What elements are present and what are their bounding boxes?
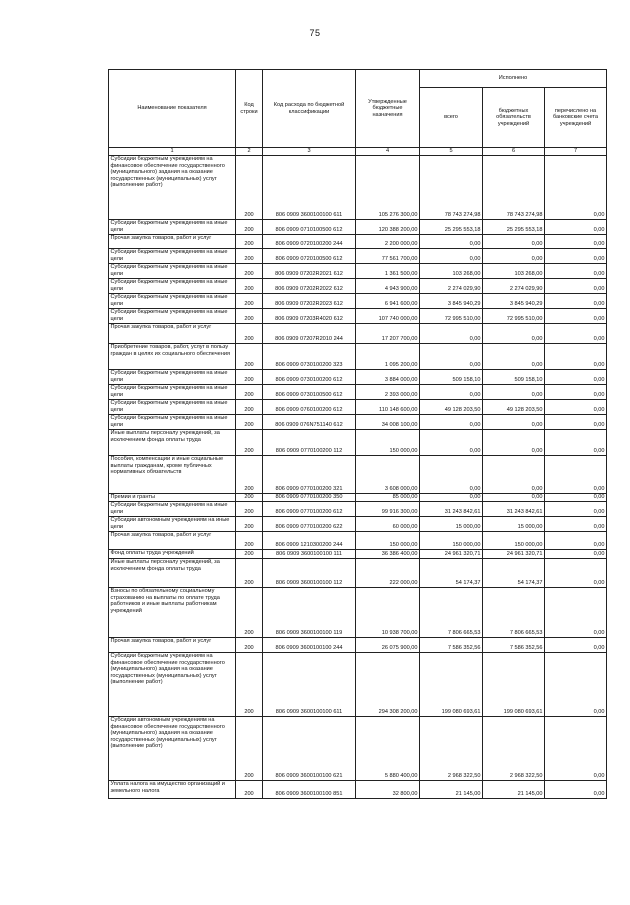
row-line-code: 200 — [236, 344, 263, 370]
row-executed-bank: 0,00 — [545, 517, 607, 532]
table-row — [109, 294, 607, 309]
row-executed-obligations: 54 174,37 — [483, 559, 545, 588]
table-row — [109, 550, 607, 559]
row-approved-amount: 26 075 900,00 — [356, 638, 420, 653]
row-expense-code: 806 0909 0730100200 323 — [263, 344, 356, 370]
row-executed-total: 0,00 — [420, 249, 483, 264]
table-row — [109, 156, 607, 220]
row-approved-amount: 222 000,00 — [356, 559, 420, 588]
row-executed-obligations: 0,00 — [483, 344, 545, 370]
row-executed-obligations: 0,00 — [483, 415, 545, 430]
row-executed-total: 31 243 842,61 — [420, 502, 483, 517]
table-row — [109, 324, 607, 344]
row-expense-code: 806 0909 3600100100 119 — [263, 588, 356, 638]
row-line-code: 200 — [236, 430, 263, 456]
row-name: Прочая закупка товаров, работ и услуг — [109, 235, 236, 249]
row-expense-code: 806 0909 3600100100 851 — [263, 781, 356, 799]
row-line-code: 200 — [236, 324, 263, 344]
row-executed-bank: 0,00 — [545, 385, 607, 400]
row-executed-bank: 0,00 — [545, 588, 607, 638]
table-row — [109, 235, 607, 249]
row-expense-code: 806 0909 3600100100 112 — [263, 559, 356, 588]
table-row — [109, 249, 607, 264]
table-row — [109, 638, 607, 653]
row-executed-total: 3 845 940,29 — [420, 294, 483, 309]
row-executed-bank: 0,00 — [545, 494, 607, 502]
row-expense-code: 806 0909 0760100200 612 — [263, 400, 356, 415]
row-executed-bank: 0,00 — [545, 781, 607, 799]
row-line-code: 200 — [236, 494, 263, 502]
row-expense-code: 806 0909 07202R2021 612 — [263, 264, 356, 279]
row-executed-total: 0,00 — [420, 324, 483, 344]
row-name: Субсидии бюджетным учреждениям на финансовое обеспечение государственного (муниципального) задания на оказание государственных (муниципальных) услуг (выполнение работ) — [109, 653, 236, 717]
column-number: 4 — [356, 148, 420, 156]
row-executed-total: 7 586 352,56 — [420, 638, 483, 653]
row-line-code: 200 — [236, 370, 263, 385]
row-name: Фонд оплаты труда учреждений — [109, 550, 236, 559]
row-name: Прочая закупка товаров, работ и услуг — [109, 638, 236, 653]
row-name: Прочая закупка товаров, работ и услуг — [109, 324, 236, 344]
row-approved-amount: 36 386 400,00 — [356, 550, 420, 559]
row-expense-code: 806 0909 0720100500 612 — [263, 249, 356, 264]
row-executed-obligations: 49 128 203,50 — [483, 400, 545, 415]
row-approved-amount: 150 000,00 — [356, 532, 420, 550]
table-row — [109, 400, 607, 415]
row-executed-obligations: 2 968 322,50 — [483, 717, 545, 781]
row-name: Субсидии бюджетным учреждениям на иные цели — [109, 220, 236, 235]
row-name: Субсидии бюджетным учреждениям на финансовое обеспечение государственного (муниципального) задания на оказание государственных (муниципальных) услуг (выполнение работ) — [109, 156, 236, 220]
row-executed-total: 0,00 — [420, 494, 483, 502]
row-executed-obligations: 2 274 029,90 — [483, 279, 545, 294]
row-expense-code: 806 0909 0770100200 612 — [263, 502, 356, 517]
row-executed-total: 0,00 — [420, 430, 483, 456]
row-executed-bank: 0,00 — [545, 324, 607, 344]
row-expense-code: 806 0909 3600100100 611 — [263, 156, 356, 220]
table-row — [109, 494, 607, 502]
row-approved-amount: 2 200 000,00 — [356, 235, 420, 249]
row-executed-total: 0,00 — [420, 456, 483, 494]
page-number: 75 — [309, 28, 321, 38]
row-executed-total: 78 743 274,98 — [420, 156, 483, 220]
column-number: 2 — [236, 148, 263, 156]
row-executed-total: 199 080 693,61 — [420, 653, 483, 717]
row-name: Субсидии бюджетным учреждениям на иные цели — [109, 309, 236, 324]
header-total: всего — [420, 88, 483, 148]
table-row — [109, 502, 607, 517]
row-name: Премии и гранты — [109, 494, 236, 502]
row-executed-obligations: 24 961 320,71 — [483, 550, 545, 559]
table-row — [109, 309, 607, 324]
row-name: Субсидии бюджетным учреждениям на иные цели — [109, 415, 236, 430]
row-line-code: 200 — [236, 385, 263, 400]
row-expense-code: 806 0909 07207R2010 244 — [263, 324, 356, 344]
row-line-code: 200 — [236, 264, 263, 279]
table-row — [109, 430, 607, 456]
row-executed-total: 0,00 — [420, 415, 483, 430]
row-executed-total: 509 158,10 — [420, 370, 483, 385]
row-approved-amount: 4 943 900,00 — [356, 279, 420, 294]
row-executed-total: 49 128 203,50 — [420, 400, 483, 415]
row-executed-bank: 0,00 — [545, 456, 607, 494]
row-approved-amount: 5 880 400,00 — [356, 717, 420, 781]
row-line-code: 200 — [236, 279, 263, 294]
row-executed-bank: 0,00 — [545, 550, 607, 559]
row-line-code: 200 — [236, 502, 263, 517]
row-name: Субсидии бюджетным учреждениям на иные цели — [109, 370, 236, 385]
row-line-code: 200 — [236, 456, 263, 494]
row-executed-obligations: 509 158,10 — [483, 370, 545, 385]
header-approved: Утвержденные бюджетные назначения — [356, 70, 420, 148]
row-executed-bank: 0,00 — [545, 415, 607, 430]
row-approved-amount: 10 938 700,00 — [356, 588, 420, 638]
row-executed-total: 24 961 320,71 — [420, 550, 483, 559]
row-executed-obligations: 0,00 — [483, 494, 545, 502]
column-number: 1 — [109, 148, 236, 156]
row-executed-bank: 0,00 — [545, 279, 607, 294]
row-approved-amount: 32 800,00 — [356, 781, 420, 799]
row-executed-total: 15 000,00 — [420, 517, 483, 532]
row-expense-code: 806 0909 3600100100 111 — [263, 550, 356, 559]
table-row — [109, 220, 607, 235]
row-name: Субсидии автономным учреждениям на иные цели — [109, 517, 236, 532]
row-executed-obligations: 31 243 842,61 — [483, 502, 545, 517]
row-approved-amount: 3 608 000,00 — [356, 456, 420, 494]
row-executed-bank: 0,00 — [545, 235, 607, 249]
row-executed-bank: 0,00 — [545, 400, 607, 415]
row-line-code: 200 — [236, 220, 263, 235]
table-row — [109, 653, 607, 717]
row-expense-code: 806 0909 3600100100 621 — [263, 717, 356, 781]
row-executed-obligations: 103 268,00 — [483, 264, 545, 279]
row-approved-amount: 294 308 200,00 — [356, 653, 420, 717]
row-expense-code: 806 0909 0730100500 612 — [263, 385, 356, 400]
row-approved-amount: 85 000,00 — [356, 494, 420, 502]
row-executed-total: 150 000,00 — [420, 532, 483, 550]
row-executed-bank: 0,00 — [545, 344, 607, 370]
row-name: Прочая закупка товаров, работ и услуг — [109, 532, 236, 550]
row-name: Субсидии бюджетным учреждениям на иные цели — [109, 294, 236, 309]
row-executed-obligations: 7 806 665,53 — [483, 588, 545, 638]
row-expense-code: 806 0909 0710100500 612 — [263, 220, 356, 235]
row-executed-bank: 0,00 — [545, 717, 607, 781]
row-approved-amount: 120 388 200,00 — [356, 220, 420, 235]
row-name: Субсидии бюджетным учреждениям на иные цели — [109, 249, 236, 264]
row-executed-obligations: 78 743 274,98 — [483, 156, 545, 220]
row-name: Уплата налога на имущество организаций и земельного налога — [109, 781, 236, 799]
row-line-code: 200 — [236, 294, 263, 309]
row-line-code: 200 — [236, 550, 263, 559]
row-approved-amount: 107 740 000,00 — [356, 309, 420, 324]
table-row — [109, 532, 607, 550]
row-approved-amount: 99 916 300,00 — [356, 502, 420, 517]
row-executed-total: 25 295 553,18 — [420, 220, 483, 235]
row-expense-code: 806 0909 07202R2022 612 — [263, 279, 356, 294]
row-executed-total: 2 274 029,90 — [420, 279, 483, 294]
row-approved-amount: 110 148 600,00 — [356, 400, 420, 415]
row-executed-total: 0,00 — [420, 385, 483, 400]
table-row — [109, 559, 607, 588]
row-line-code: 200 — [236, 559, 263, 588]
table-row — [109, 279, 607, 294]
row-executed-obligations: 0,00 — [483, 249, 545, 264]
row-expense-code: 806 0909 3600100100 244 — [263, 638, 356, 653]
row-executed-bank: 0,00 — [545, 264, 607, 279]
column-numbers-row — [109, 148, 607, 156]
header-line-code: Код строки — [236, 70, 263, 148]
header-name: Наименование показателя — [109, 70, 236, 148]
row-line-code: 200 — [236, 653, 263, 717]
row-line-code: 200 — [236, 532, 263, 550]
row-line-code: 200 — [236, 415, 263, 430]
row-executed-bank: 0,00 — [545, 370, 607, 385]
row-expense-code: 806 0909 1210300200 244 — [263, 532, 356, 550]
row-line-code: 200 — [236, 781, 263, 799]
row-executed-obligations: 0,00 — [483, 385, 545, 400]
row-approved-amount: 77 561 700,00 — [356, 249, 420, 264]
row-executed-obligations: 72 995 510,00 — [483, 309, 545, 324]
row-line-code: 200 — [236, 156, 263, 220]
row-name: Субсидии бюджетным учреждениям на иные цели — [109, 400, 236, 415]
row-executed-obligations: 150 000,00 — [483, 532, 545, 550]
table-row — [109, 517, 607, 532]
column-number: 7 — [545, 148, 607, 156]
row-executed-total: 72 995 510,00 — [420, 309, 483, 324]
row-executed-obligations: 7 586 352,56 — [483, 638, 545, 653]
row-approved-amount: 60 000,00 — [356, 517, 420, 532]
table-body — [109, 148, 607, 799]
row-name: Субсидии бюджетным учреждениям на иные цели — [109, 502, 236, 517]
row-executed-bank: 0,00 — [545, 653, 607, 717]
row-expense-code: 806 0909 0770100200 112 — [263, 430, 356, 456]
row-executed-total: 2 968 322,50 — [420, 717, 483, 781]
row-executed-total: 0,00 — [420, 344, 483, 370]
row-expense-code: 806 0909 076N751140 612 — [263, 415, 356, 430]
row-line-code: 200 — [236, 588, 263, 638]
row-name: Иные выплаты персоналу учреждений, за исключением фонда оплаты труда — [109, 559, 236, 588]
row-executed-bank: 0,00 — [545, 430, 607, 456]
row-executed-obligations: 3 845 940,29 — [483, 294, 545, 309]
row-executed-bank: 0,00 — [545, 559, 607, 588]
row-executed-bank: 0,00 — [545, 638, 607, 653]
table-row — [109, 385, 607, 400]
column-number: 6 — [483, 148, 545, 156]
table-row — [109, 370, 607, 385]
row-line-code: 200 — [236, 400, 263, 415]
row-executed-obligations: 0,00 — [483, 456, 545, 494]
row-executed-total: 7 806 665,53 — [420, 588, 483, 638]
row-executed-total: 103 268,00 — [420, 264, 483, 279]
row-line-code: 200 — [236, 249, 263, 264]
budget-execution-table — [108, 69, 607, 799]
row-name: Иные выплаты персоналу учреждений, за исключением фонда оплаты труда — [109, 430, 236, 456]
row-name: Субсидии бюджетным учреждениям на иные цели — [109, 279, 236, 294]
row-executed-total: 21 145,00 — [420, 781, 483, 799]
row-name: Субсидии автономным учреждениям на финансовое обеспечение государственного (муниципального) задания на оказание государственных (муниципальных) услуг (выполнение работ) — [109, 717, 236, 781]
row-approved-amount: 6 941 600,00 — [356, 294, 420, 309]
row-expense-code: 806 0909 0720100200 244 — [263, 235, 356, 249]
row-executed-obligations: 0,00 — [483, 430, 545, 456]
row-executed-bank: 0,00 — [545, 220, 607, 235]
row-executed-obligations: 199 080 693,61 — [483, 653, 545, 717]
row-expense-code: 806 0909 0770100200 622 — [263, 517, 356, 532]
row-name: Взносы по обязательному социальному страхованию на выплаты по оплате труда работников и иные выплаты работникам учреждений — [109, 588, 236, 638]
row-executed-obligations: 15 000,00 — [483, 517, 545, 532]
row-executed-bank: 0,00 — [545, 502, 607, 517]
table-row — [109, 588, 607, 638]
row-name: Пособия, компенсации и иные социальные выплаты гражданам, кроме публичных нормативных обязательств — [109, 456, 236, 494]
row-approved-amount: 34 008 100,00 — [356, 415, 420, 430]
row-approved-amount: 1 361 500,00 — [356, 264, 420, 279]
row-expense-code: 806 0909 3600100100 611 — [263, 653, 356, 717]
header-bank: перечислено на банковские счета учреждений — [545, 88, 607, 148]
row-executed-obligations: 0,00 — [483, 235, 545, 249]
row-executed-bank: 0,00 — [545, 532, 607, 550]
row-executed-bank: 0,00 — [545, 249, 607, 264]
row-expense-code: 806 0909 07202R2023 612 — [263, 294, 356, 309]
row-executed-bank: 0,00 — [545, 309, 607, 324]
row-executed-bank: 0,00 — [545, 156, 607, 220]
row-name: Приобретение товаров, работ, услуг в пользу граждан в целях их социального обеспечения — [109, 344, 236, 370]
row-approved-amount: 17 207 700,00 — [356, 324, 420, 344]
column-number: 5 — [420, 148, 483, 156]
table-row — [109, 781, 607, 799]
row-executed-obligations: 21 145,00 — [483, 781, 545, 799]
row-approved-amount: 150 000,00 — [356, 430, 420, 456]
row-executed-obligations: 25 295 553,18 — [483, 220, 545, 235]
row-line-code: 200 — [236, 717, 263, 781]
header-expense-code: Код расхода по бюджетной классификации — [263, 70, 356, 148]
row-line-code: 200 — [236, 235, 263, 249]
row-approved-amount: 2 393 000,00 — [356, 385, 420, 400]
row-approved-amount: 105 276 300,00 — [356, 156, 420, 220]
row-executed-total: 54 174,37 — [420, 559, 483, 588]
row-executed-bank: 0,00 — [545, 294, 607, 309]
row-approved-amount: 3 884 000,00 — [356, 370, 420, 385]
row-line-code: 200 — [236, 638, 263, 653]
row-executed-total: 0,00 — [420, 235, 483, 249]
row-expense-code: 806 0909 0730100200 612 — [263, 370, 356, 385]
header-executed: Исполнено — [420, 70, 607, 88]
table-row — [109, 415, 607, 430]
row-approved-amount: 1 095 200,00 — [356, 344, 420, 370]
row-expense-code: 806 0909 0770100200 321 — [263, 456, 356, 494]
table-row — [109, 717, 607, 781]
row-name: Субсидии бюджетным учреждениям на иные цели — [109, 385, 236, 400]
row-executed-obligations: 0,00 — [483, 324, 545, 344]
row-expense-code: 806 0909 07203R4020 612 — [263, 309, 356, 324]
row-line-code: 200 — [236, 309, 263, 324]
header-obligations: бюджетных обязательств учреждений — [483, 88, 545, 148]
row-expense-code: 806 0909 0770100200 350 — [263, 494, 356, 502]
table-row — [109, 264, 607, 279]
row-line-code: 200 — [236, 517, 263, 532]
column-number: 3 — [263, 148, 356, 156]
row-name: Субсидии бюджетным учреждениям на иные цели — [109, 264, 236, 279]
table-row — [109, 344, 607, 370]
table-row — [109, 456, 607, 494]
